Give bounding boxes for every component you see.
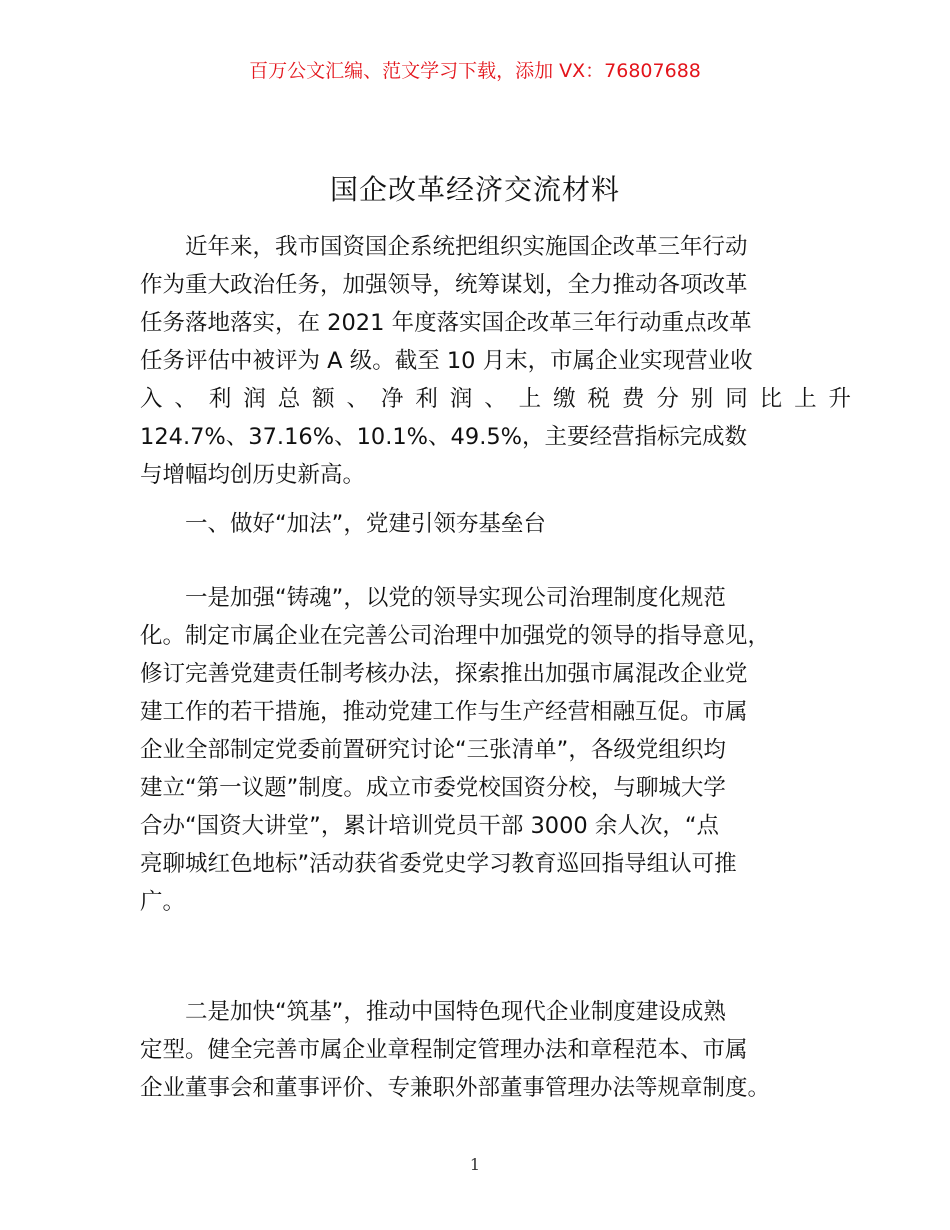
text-line: 入、利润总额、净利润、上缴税费分别同比上升 [140,386,863,412]
text-line: 一是加强“铸魂”，以党的领导实现公司治理制度化规范 [185,585,726,611]
text-line: 合办“国资大讲堂”，累计培训党员干部 3000 余人次，“点 [140,813,720,839]
text-line: 近年来，我市国资国企系统把组织实施国企改革三年行动 [185,234,748,260]
text-line: 124.7%、37.16%、10.1%、49.5%，主要经营指标完成数 [140,424,748,450]
text-line: 广。 [140,889,186,915]
text-line: 企业董事会和董事评价、专兼职外部董事管理办法等规章制度。 [140,1075,771,1101]
paragraph-party-building [140,579,812,921]
text-line: 建立“第一议题”制度。成立市委党校国资分校，与聊城大学 [140,775,726,801]
paragraph-enterprise-system [140,993,812,1107]
text-line: 修订完善党建责任制考核办法，探索推出加强市属混改企业党 [140,661,748,687]
text-line: 建工作的若干措施，推动党建工作与生产经营相融互促。市属 [140,699,748,725]
section-heading [140,505,812,543]
page-number: 1 [469,1155,481,1174]
text-line: 企业全部制定党委前置研究讨论“三张清单”，各级党组织均 [140,737,726,763]
document-title: 国企改革经济交流材料 [329,173,620,206]
text-line: 与增幅均创历史新高。 [140,462,366,488]
text-line: 亮聊城红色地标”活动获省委党史学习教育巡回指导组认可推 [140,851,737,877]
section-heading-text: 一、做好“加法”，党建引领夯基垒台 [185,511,546,537]
paragraph-intro [140,228,863,494]
text-line: 化。制定市属企业在完善公司治理中加强党的领导的指导意见， [140,623,771,649]
text-line: 任务落地落实，在 2021 年度落实国企改革三年行动重点改革 [140,310,752,336]
text-line: 二是加快“筑基”，推动中国特色现代企业制度建设成熟 [185,999,726,1025]
text-line: 作为重大政治任务，加强领导，统筹谋划，全力推动各项改革 [140,272,748,298]
text-line: 定型。健全完善市属企业章程制定管理办法和章程范本、市属 [140,1037,748,1063]
watermark-header-note: 百万公文汇编、范文学习下载，添加 VX：76807688 [249,60,701,82]
text-line: 任务评估中被评为 A 级。截至 10 月末，市属企业实现营业收 [140,348,753,374]
